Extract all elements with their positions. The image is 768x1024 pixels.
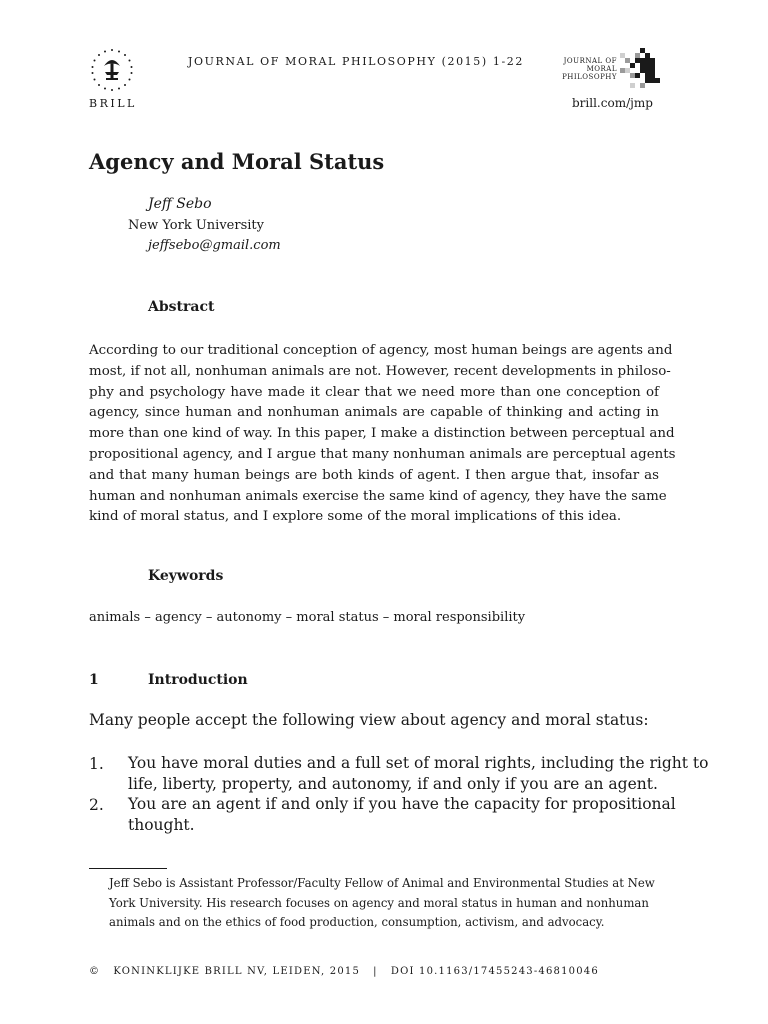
copyright-symbol: © bbox=[89, 966, 101, 977]
abstract-line: phy and psychology have made it clear that we need more than one conception of bbox=[89, 384, 659, 400]
section-title: Introduction bbox=[148, 672, 248, 688]
footer-separator: | bbox=[373, 966, 378, 977]
list-item-line: You are an agent if and only if you have the capacity for propositional bbox=[128, 795, 676, 813]
publisher-text: KONINKLIJKE BRILL NV, LEIDEN, 2015 bbox=[113, 966, 361, 977]
list-item-number: 1. bbox=[89, 755, 104, 773]
abstract-line: human and nonhuman animals exercise the same kind of agency, they have the same bbox=[89, 488, 667, 504]
abstract-line: and that many human beings are both kinds of agent. I then argue that, insofar as bbox=[89, 467, 659, 483]
article-title: Agency and Moral Status bbox=[89, 149, 385, 174]
author-name: Jeff Sebo bbox=[148, 196, 212, 212]
jmp-logo-line: JOURNAL OF bbox=[563, 57, 617, 65]
abstract-line: According to our traditional conception of agency, most human beings are agents and bbox=[89, 343, 673, 358]
brill-wordmark: BRILL bbox=[89, 97, 137, 110]
jmp-pixel-logo-icon bbox=[620, 48, 660, 88]
jmp-logo-text bbox=[561, 57, 617, 81]
doi-link[interactable]: DOI 10.1163/17455243-46810046 bbox=[390, 966, 599, 977]
brill-seal-logo bbox=[88, 46, 136, 94]
journal-header-line: JOURNAL OF MORAL PHILOSOPHY (2015) 1-22 bbox=[188, 55, 524, 68]
author-affiliation: New York University bbox=[128, 218, 264, 233]
footnote-line: York University. His research focuses on agency and moral status in human and nonhuman bbox=[109, 895, 649, 910]
list-item-number: 2. bbox=[89, 796, 104, 814]
keywords-heading: Keywords bbox=[148, 568, 224, 584]
list-item-line: life, liberty, property, and autonomy, if and only if you are an agent. bbox=[128, 775, 658, 793]
abstract-line: more than one kind of way. In this paper, I make a distinction between perceptual and bbox=[89, 426, 675, 442]
abstract-line: kind of moral status, and I explore some of the moral implications of this idea. bbox=[89, 509, 622, 525]
list-item bbox=[128, 794, 676, 836]
abstract-line: propositional agency, and I argue that many nonhuman animals are perceptual agents bbox=[89, 446, 676, 462]
list-item-line: You have moral duties and a full set of moral rights, including the right to bbox=[128, 754, 709, 772]
abstract-line: most, if not all, nonhuman animals are not. However, recent developments in philoso- bbox=[89, 363, 671, 379]
jmp-logo-line: PHILOSOPHY bbox=[562, 73, 617, 81]
intro-paragraph: Many people accept the following view about agency and moral status: bbox=[89, 711, 649, 729]
abstract-line: agency, since human and nonhuman animals are capable of thinking and acting in bbox=[89, 405, 659, 421]
section-number: 1 bbox=[89, 672, 99, 688]
copyright-line bbox=[89, 966, 599, 977]
footnote-line: Jeff Sebo is Assistant Professor/Faculty Fellow of Animal and Environmental Studies at New bbox=[109, 876, 655, 890]
keywords-list: animals – agency – autonomy – moral status – moral responsibility bbox=[89, 610, 526, 625]
list-item-line: thought. bbox=[128, 816, 195, 834]
abstract-heading: Abstract bbox=[148, 299, 215, 315]
list-item bbox=[128, 753, 709, 795]
abstract-body bbox=[89, 341, 676, 528]
author-email-link[interactable]: jeffsebo@gmail.com bbox=[148, 238, 281, 253]
jmp-logo-line: MORAL bbox=[586, 65, 617, 73]
journal-url-link[interactable]: brill.com/jmp bbox=[572, 96, 653, 110]
footnote-divider bbox=[89, 868, 167, 869]
author-footnote bbox=[109, 874, 659, 933]
footnote-line: animals and on the ethics of food production, consumption, activism, and advocacy. bbox=[109, 915, 605, 929]
